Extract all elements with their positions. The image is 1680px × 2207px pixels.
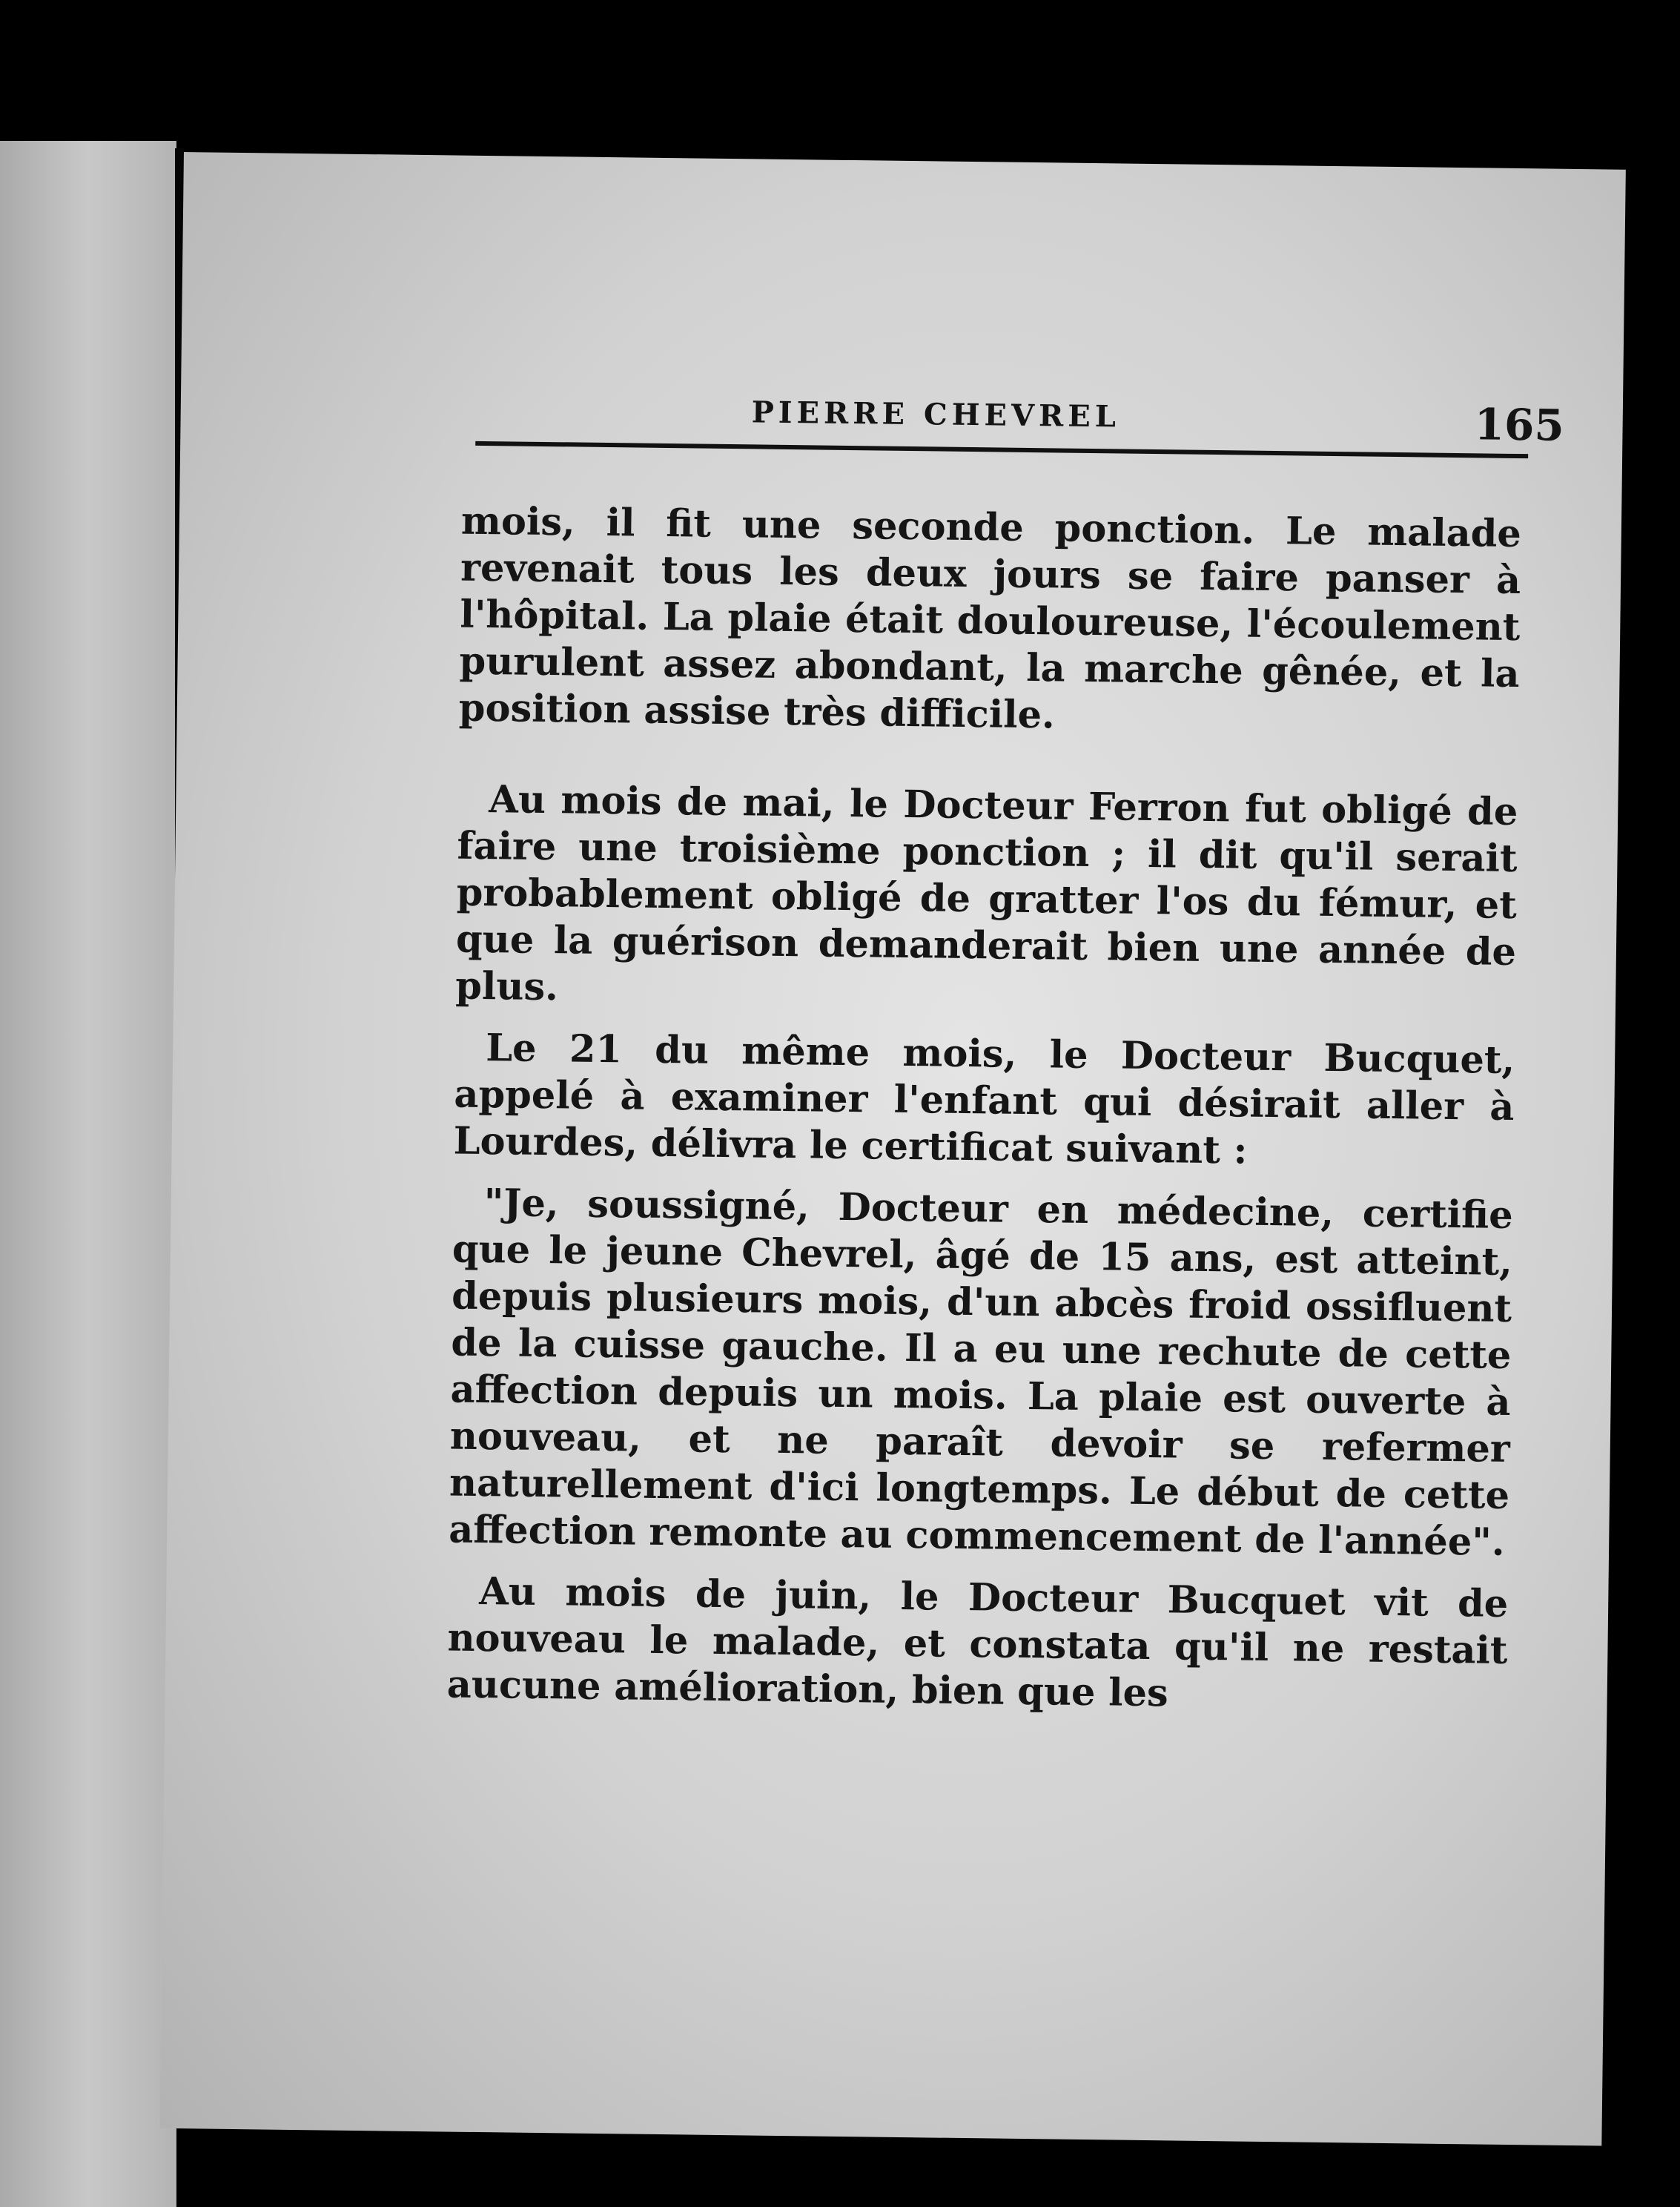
paragraph-3: Le 21 du même mois, le Docteur Bucquet, appelé à examiner l'enfant qui désirait aller à Lourdes, délivra le certificat suivant : (453, 1026, 1515, 1173)
page-number: 165 (1474, 399, 1565, 451)
book-page (159, 152, 1625, 2146)
paragraph-4-certificate: "Je, soussigné, Docteur en médecine, certifie que le jeune Chevrel, âgé de 15 ans, est atteint, depuis plusieurs mois, d'un abcès froid ossifluent de la cuisse gauche. Il a eu une rechute de cette affection depuis un mois. La plaie est ouverte à nouveau, et ne paraît devoir se refermer naturellement d'ici longtemps. Le début de cette affection remonte au commencement de l'année". (448, 1181, 1513, 1565)
paragraph-2: Au mois de mai, le Docteur Ferron fut obligé de faire une troisième ponction ; il dit qu'il serait probablement obligé de gratter l'os du fémur, et que la guérison demanderait bien une année de plus. (454, 777, 1518, 1010)
left-page-edge (0, 141, 176, 2207)
paragraph-1: mois, il fit une seconde ponction. Le malade revenait tous les deux jours se faire panser à l'hôpital. La plaie était douloureuse, l'écoulement purulent assez abondant, la marche gênée, et la position assise très difficile. (458, 498, 1522, 738)
header-rule (475, 441, 1528, 458)
page-body (446, 498, 1521, 1721)
paragraph-5: Au mois de juin, le Docteur Bucquet vit de nouveau le malade, et constata qu'il ne restait aucune amélioration, bien que les (446, 1569, 1509, 1716)
running-title: PIERRE CHEVREL (751, 395, 1121, 435)
